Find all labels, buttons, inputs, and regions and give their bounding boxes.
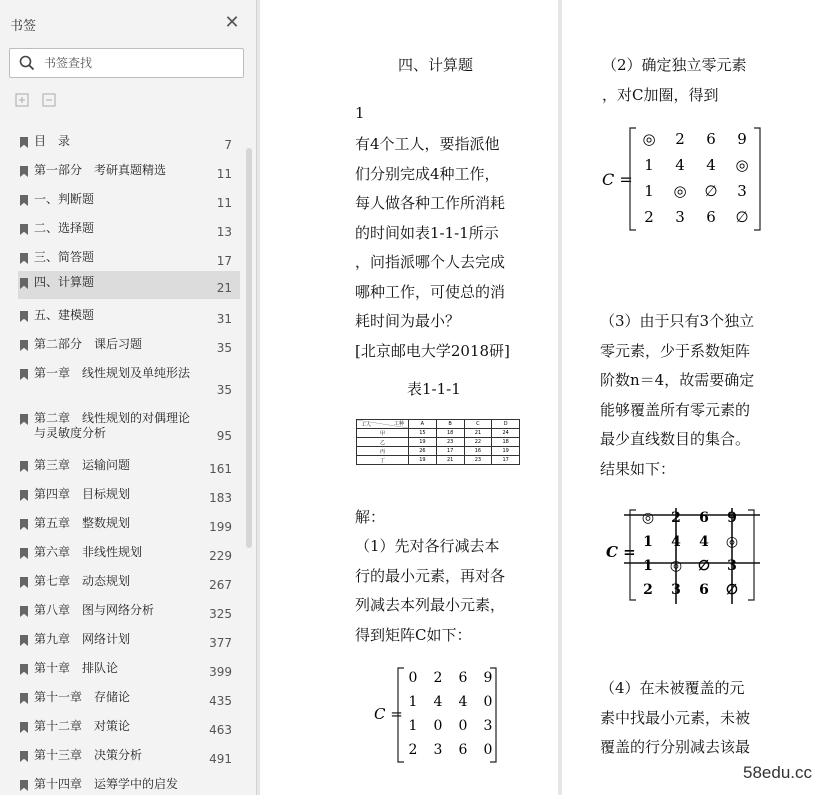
matrix-cell: 6 — [699, 582, 709, 598]
bookmark-panel — [0, 0, 257, 795]
table-cell: 19 — [492, 447, 520, 456]
text-line: ，问指派哪个人去完成 — [355, 253, 506, 271]
bookmark-page-number: 377 — [209, 636, 232, 650]
matrix-cell: 4 — [699, 534, 709, 550]
text-line: 哪种工作，可使总的消 — [355, 282, 506, 301]
bookmark-icon — [20, 224, 28, 235]
bookmark-page-number: 35 — [216, 383, 232, 397]
table-row — [357, 447, 520, 456]
bookmark-page-number: 21 — [216, 281, 232, 295]
matrix-cell: 6 — [458, 742, 468, 758]
table-cell: 24 — [492, 429, 520, 438]
matrix-cell: ∅ — [725, 582, 739, 598]
bookmark-label: 第十一章 存储论 — [34, 690, 131, 704]
matrix-cell: 1 — [643, 534, 653, 550]
text-line: 素中找最小元素，未被 — [600, 708, 751, 727]
bookmark-icon — [20, 195, 28, 206]
document-page-left — [260, 0, 558, 795]
bookmark-item[interactable] — [18, 454, 240, 480]
bookmark-icon — [20, 340, 28, 351]
bookmark-page-number: 11 — [216, 167, 232, 181]
bookmark-label: 二、选择题 — [34, 221, 95, 235]
matrix-cell: 3 — [671, 582, 681, 598]
bookmark-icon — [20, 722, 28, 733]
bookmark-item[interactable] — [18, 773, 240, 795]
bookmark-item[interactable] — [18, 304, 240, 330]
bookmark-page-number: 229 — [209, 549, 232, 563]
matrix-cell: 1 — [408, 718, 418, 734]
table-cell: 18 — [492, 438, 520, 447]
matrix-cell: ◎ — [725, 534, 739, 550]
bookmark-page-number: 17 — [216, 254, 232, 268]
bookmark-item[interactable] — [18, 159, 240, 185]
bookmark-page-number: 7 — [224, 138, 232, 152]
bookmark-label: 第一章 线性规划及单纯形法 — [34, 366, 191, 380]
bookmark-item[interactable] — [18, 217, 240, 243]
bookmark-item[interactable] — [18, 362, 240, 402]
matrix-cell: 3 — [727, 558, 737, 574]
col-header: A — [409, 420, 437, 429]
matrix-cell: 9 — [737, 130, 747, 148]
bookmark-page-number: 399 — [209, 665, 232, 679]
matrix-cell: 2 — [643, 582, 653, 598]
matrix-cell: ∅ — [704, 182, 718, 200]
bookmark-label: 第四章 目标规划 — [34, 487, 131, 501]
bookmark-icon — [20, 369, 28, 380]
table-cell: 23 — [436, 438, 464, 447]
matrix-bracket — [748, 510, 754, 600]
table-cell: 18 — [436, 429, 464, 438]
text-line: 有4个工人，要指派他 — [355, 135, 500, 153]
text-line: 阶数n＝4，故需要确定 — [600, 371, 755, 389]
bookmark-item[interactable] — [18, 570, 240, 596]
bookmark-label: 第九章 网络计划 — [34, 632, 131, 646]
matrix-cell: 3 — [483, 718, 493, 734]
bookmark-item[interactable] — [18, 271, 240, 299]
table-cell: 22 — [464, 438, 492, 447]
bookmark-icon — [20, 693, 28, 704]
bookmark-icon — [20, 311, 28, 322]
matrix-c-covered — [604, 500, 764, 606]
text-line: 零元素，少于系数矩阵 — [600, 341, 751, 360]
bookmark-label: 第八章 图与网络分析 — [34, 603, 155, 617]
matrix-cell: 2 — [671, 510, 681, 526]
matrix-cell: 9 — [483, 670, 493, 686]
table-cell: 19 — [409, 456, 437, 465]
matrix-c-circled — [600, 124, 770, 234]
matrix-c — [368, 662, 508, 768]
matrix-cell: 3 — [433, 742, 443, 758]
bookmark-page-number: 13 — [216, 225, 232, 239]
text-line: （2）确定独立零元素 — [602, 56, 747, 74]
table-cell: 19 — [409, 438, 437, 447]
bookmark-page-number: 435 — [209, 694, 232, 708]
bookmark-page-number: 325 — [209, 607, 232, 621]
table-cell: 17 — [436, 447, 464, 456]
bookmark-item[interactable] — [18, 246, 240, 272]
bookmark-page-number: 183 — [209, 491, 232, 505]
bookmark-item[interactable] — [18, 715, 240, 741]
matrix-cell: 2 — [644, 208, 654, 226]
matrix-cell: 1 — [644, 182, 654, 200]
bookmark-page-number: 35 — [216, 341, 232, 355]
text-line: 得到矩阵C如下： — [355, 625, 472, 644]
bookmark-label: 第二章 线性规划的对偶理论与灵敏度分析 — [34, 411, 191, 440]
bookmark-label: 第十章 排队论 — [34, 661, 119, 675]
bookmark-page-number: 491 — [209, 752, 232, 766]
table-cell: 26 — [409, 447, 437, 456]
row-header: 乙 — [357, 438, 409, 447]
question-number: 1 — [355, 104, 365, 122]
matrix-cell: 3 — [737, 182, 747, 200]
bookmark-page-number: 161 — [209, 462, 232, 476]
row-header: 丁 — [357, 456, 409, 465]
table-cell: 21 — [436, 456, 464, 465]
bookmark-label: 四、计算题 — [34, 275, 95, 289]
bookmark-item[interactable] — [18, 407, 240, 451]
text-line: ，对C加圈，得到 — [602, 85, 719, 104]
text-line: 们分别完成4种工作， — [355, 164, 500, 183]
matrix-cell: ◎ — [642, 130, 656, 148]
bookmark-icon — [20, 461, 28, 472]
search-icon — [19, 55, 35, 71]
bookmark-label: 目 录 — [34, 134, 71, 148]
matrix-cell: 1 — [408, 694, 418, 710]
matrix-cell: 4 — [706, 156, 716, 174]
bookmark-list — [0, 126, 257, 795]
matrix-cell: 2 — [675, 130, 685, 148]
matrix-cell: 2 — [408, 742, 418, 758]
col-header: B — [436, 420, 464, 429]
bookmark-icon — [20, 606, 28, 617]
bookmark-item[interactable] — [18, 483, 240, 509]
matrix-cell: ∅ — [697, 558, 711, 574]
matrix-cell: 1 — [643, 558, 653, 574]
bookmark-icon — [20, 780, 28, 791]
matrix-name: C = — [602, 170, 633, 189]
matrix-cell: 4 — [671, 534, 681, 550]
text-line: 结果如下： — [600, 459, 676, 478]
row-header: 甲 — [357, 429, 409, 438]
matrix-cell: 6 — [706, 130, 716, 148]
bookmark-item[interactable] — [18, 333, 240, 359]
bookmark-item[interactable] — [18, 512, 240, 538]
bookmark-search-input[interactable] — [44, 54, 234, 72]
text-line: 列减去本列最小元素， — [355, 596, 506, 614]
table-cell: 23 — [464, 456, 492, 465]
text-line: 行的最小元素，再对各 — [355, 566, 506, 585]
bookmark-label: 一、判断题 — [34, 192, 95, 206]
corner-top-label: 工种 — [393, 421, 404, 427]
matrix-cell: 3 — [675, 208, 685, 226]
text-line: （3）由于只有3个独立 — [600, 312, 755, 330]
bookmark-page-number: 95 — [216, 429, 232, 443]
matrix-cell: ◎ — [669, 558, 683, 574]
table-corner — [357, 420, 409, 429]
matrix-cell: ◎ — [735, 156, 749, 174]
section-heading: 四、计算题 — [398, 56, 474, 74]
bookmark-label: 三、简答题 — [34, 250, 95, 264]
bookmark-item[interactable] — [18, 599, 240, 625]
data-table — [356, 419, 520, 465]
matrix-cell: 0 — [483, 742, 493, 758]
bookmark-icon — [20, 253, 28, 264]
text-line: 的时间如表1-1-1所示 — [355, 223, 499, 242]
bookmark-label: 第十三章 决策分析 — [34, 748, 143, 762]
bookmark-icon — [20, 519, 28, 530]
document-page-right — [562, 0, 828, 795]
bookmark-label: 第二部分 课后习题 — [34, 337, 143, 351]
bookmark-icon — [20, 137, 28, 148]
bookmark-page-number: 199 — [209, 520, 232, 534]
text-line: 能够覆盖所有零元素的 — [600, 400, 751, 419]
matrix-cell: 6 — [706, 208, 716, 226]
bookmark-label: 第十二章 对策论 — [34, 719, 131, 733]
bookmark-page-number: 11 — [216, 196, 232, 210]
bookmark-item[interactable] — [18, 744, 240, 770]
row-header: 丙 — [357, 447, 409, 456]
bookmark-label: 第三章 运输问题 — [34, 458, 131, 472]
panel-title: 书签 — [10, 19, 37, 34]
table-row — [357, 456, 520, 465]
matrix-cell: 4 — [433, 694, 443, 710]
matrix-cell: 0 — [458, 718, 468, 734]
table-cell: 21 — [464, 429, 492, 438]
matrix-cell: ◎ — [641, 510, 655, 526]
text-line: 最少直线数目的集合。 — [600, 430, 751, 448]
bookmark-icon — [20, 635, 28, 646]
table-row — [357, 429, 520, 438]
matrix-cell: 1 — [644, 156, 654, 174]
matrix-cell: 0 — [433, 718, 443, 734]
bookmark-label: 第一部分 考研真题精选 — [34, 163, 167, 177]
matrix-cell: 6 — [458, 670, 468, 686]
bookmark-item[interactable] — [18, 657, 240, 683]
bookmark-page-number: 463 — [209, 723, 232, 737]
bookmark-item[interactable] — [18, 188, 240, 214]
col-header: D — [492, 420, 520, 429]
matrix-cell: 0 — [408, 670, 418, 686]
solution-label: 解： — [355, 508, 386, 526]
text-line: [北京邮电大学2018研] — [355, 341, 510, 360]
table-cell: 16 — [464, 447, 492, 456]
text-line: （1）先对各行减去本 — [355, 537, 500, 555]
bookmark-icon — [20, 664, 28, 675]
matrix-cell: 2 — [433, 670, 443, 686]
bookmark-icon — [20, 548, 28, 559]
matrix-cell: 4 — [675, 156, 685, 174]
corner-bottom-label: 工人 — [361, 422, 372, 428]
bookmark-item[interactable] — [18, 130, 240, 156]
bookmark-label: 第七章 动态规划 — [34, 574, 131, 588]
text-line: （4）在未被覆盖的元 — [600, 679, 745, 697]
text-line: 覆盖的行分别减去该最 — [600, 738, 751, 756]
bookmark-item[interactable] — [18, 628, 240, 654]
table-cell: 15 — [409, 429, 437, 438]
bookmark-icon — [20, 414, 28, 425]
matrix-cell: ∅ — [735, 208, 749, 226]
col-header: C — [464, 420, 492, 429]
matrix-cell: 0 — [483, 694, 493, 710]
bookmark-search-box[interactable] — [9, 48, 244, 78]
bookmark-item[interactable] — [18, 686, 240, 712]
expand-all-icon[interactable] — [14, 92, 30, 108]
bookmark-label: 五、建模题 — [34, 308, 95, 322]
matrix-bracket — [754, 128, 760, 230]
bookmark-label: 第五章 整数规划 — [34, 516, 131, 530]
watermark: 58edu.cc — [743, 763, 812, 782]
bookmark-icon — [20, 577, 28, 588]
close-icon[interactable]: ✕ — [224, 12, 240, 33]
matrix-name: C = — [374, 705, 403, 723]
collapse-all-icon[interactable] — [41, 92, 57, 108]
scrollbar[interactable] — [246, 148, 252, 548]
matrix-cell: 9 — [727, 510, 737, 526]
matrix-cell: ◎ — [673, 182, 687, 200]
matrix-cell: 4 — [458, 694, 468, 710]
bookmark-page-number: 267 — [209, 578, 232, 592]
bookmark-icon — [20, 490, 28, 501]
table-cell: 17 — [492, 456, 520, 465]
bookmark-icon — [20, 278, 28, 289]
text-line: 耗时间为最小？ — [355, 312, 461, 330]
bookmark-label: 第六章 非线性规划 — [34, 545, 143, 559]
table-caption: 表1-1-1 — [407, 380, 461, 398]
bookmark-page-number: 31 — [216, 312, 232, 326]
matrix-cell: 6 — [699, 510, 709, 526]
bookmark-item[interactable] — [18, 541, 240, 567]
bookmark-icon — [20, 751, 28, 762]
table-row — [357, 438, 520, 447]
bookmark-label: 第十四章 运筹学中的启发 — [34, 777, 179, 791]
matrix-name: C = — [606, 543, 636, 561]
text-line: 每人做各种工作所消耗 — [355, 194, 506, 212]
bookmark-icon — [20, 166, 28, 177]
